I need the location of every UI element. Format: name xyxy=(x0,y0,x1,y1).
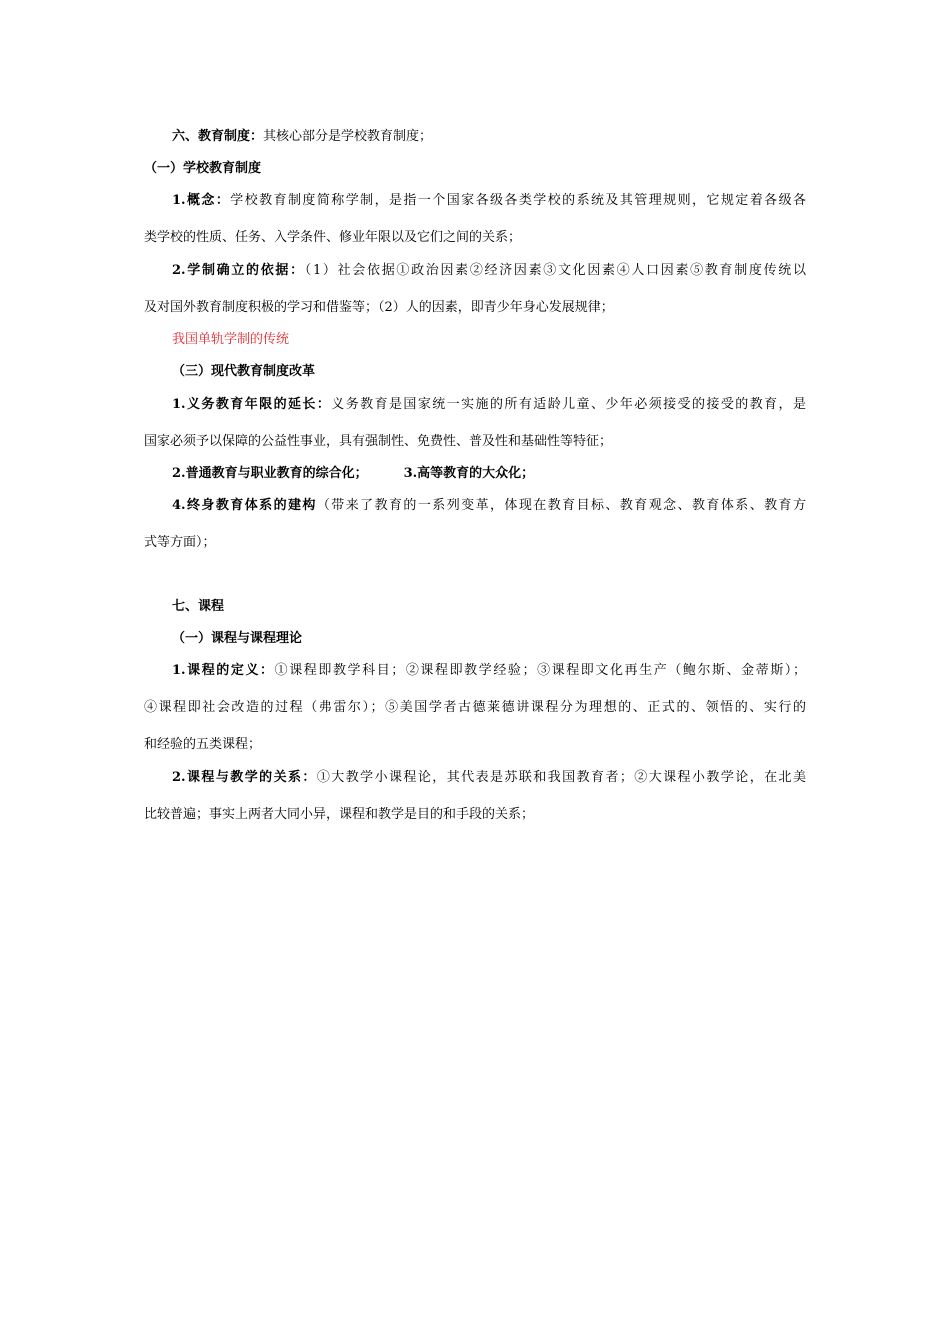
section-7-sub1-heading: （一）课程与课程理论 xyxy=(172,631,303,646)
s6-p5-text1: （带来了教育的一系列变革，体现在教育目标、教育观念、教育体系、教育方 xyxy=(316,498,806,513)
section-6-sub3-heading: （三）现代教育制度改革 xyxy=(172,364,316,379)
s6-p5-label: 4.终身教育体系的建构 xyxy=(172,498,317,513)
s6-p3-text1: 义务教育是国家统一实施的所有适龄儿童、少年必须接受的接受的教育，是 xyxy=(331,397,806,412)
s6-p2-line2: 及对国外教育制度积极的学习和借鉴等；（2）人的因素，即青少年身心发展规律； xyxy=(144,300,614,315)
s7-p2-line1 xyxy=(172,769,806,787)
s7-p1-label: 1.课程的定义： xyxy=(172,663,275,678)
s6-p1-label: 1.概念： xyxy=(172,193,231,208)
s7-p1-line1 xyxy=(172,662,806,680)
red-note: 我国单轨学制的传统 xyxy=(172,332,290,347)
s6-p3-label: 1.义务教育年限的延长： xyxy=(172,397,332,412)
s7-p1-line2: ④课程即社会改造的过程（弗雷尔）；⑤美国学者古德莱德讲课程分为理想的、正式的、领悟的、实行的 xyxy=(144,700,806,715)
section-6-heading-rest: 其核心部分是学校教育制度； xyxy=(263,129,433,144)
s6-p4-b: 3.高等教育的大众化； xyxy=(403,466,535,481)
section-6-sub1-heading: （一）学校教育制度 xyxy=(144,161,262,176)
s6-p5-line2: 式等方面）； xyxy=(144,535,216,550)
s7-p1-text1: ①课程即教学科目；②课程即教学经验；③课程即文化再生产（鲍尔斯、金蒂斯）； xyxy=(274,663,806,678)
s7-p2-label: 2.课程与教学的关系： xyxy=(172,770,317,785)
s7-p2-line2: 比较普遍；事实上两者大同小异，课程和教学是目的和手段的关系； xyxy=(144,807,535,822)
s6-p2-line1 xyxy=(172,262,806,280)
s6-p3-line2: 国家必须予以保障的公益性事业，具有强制性、免费性、普及性和基础性等特征； xyxy=(144,434,613,449)
s6-p1-line1 xyxy=(172,192,806,210)
section-6-heading-line xyxy=(172,128,806,146)
s7-p1-line3: 和经验的五类课程； xyxy=(144,737,262,752)
s6-p2-label: 2.学制确立的依据： xyxy=(172,263,305,278)
s6-p5-line1 xyxy=(172,497,806,515)
s6-p4-a: 2.普通教育与职业教育的综合化； xyxy=(172,466,368,481)
s6-p1-text1: 学校教育制度简称学制，是指一个国家各级各类学校的系统及其管理规则，它规定着各级各 xyxy=(230,193,806,208)
section-7-heading: 七、课程 xyxy=(172,599,225,614)
section-6-heading: 六、教育制度： xyxy=(172,129,264,144)
s6-p4-line xyxy=(172,465,806,483)
s6-p3-line1 xyxy=(172,396,806,414)
s6-p2-text1: （1）社会依据①政治因素②经济因素③文化因素④人口因素⑤教育制度传统以 xyxy=(304,263,806,278)
s7-p2-text1: ①大教学小课程论，其代表是苏联和我国教育者；②大课程小教学论，在北美 xyxy=(316,770,806,785)
s6-p1-line2: 类学校的性质、任务、入学条件、修业年限以及它们之间的关系； xyxy=(144,230,522,245)
